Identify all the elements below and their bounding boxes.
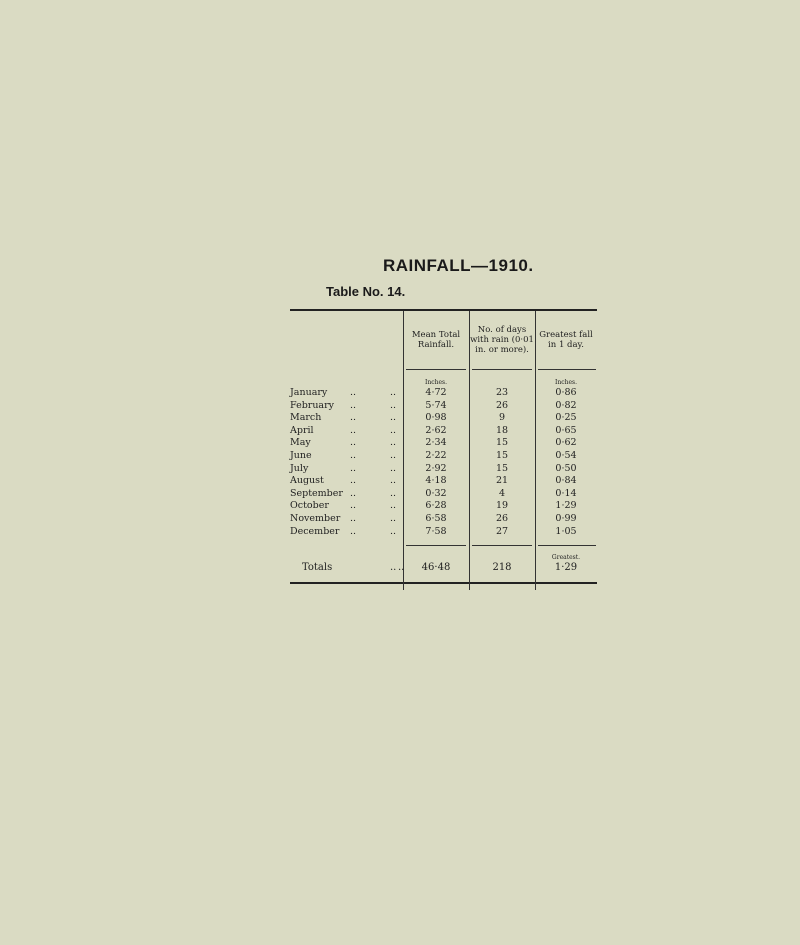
leader-dots: .. <box>390 562 397 574</box>
month-label: April <box>290 424 314 436</box>
month-label: February <box>290 399 335 411</box>
leader-dots: .. <box>350 399 357 411</box>
totals-rule <box>406 545 466 546</box>
leader-dots: .. <box>390 500 397 512</box>
mean-rainfall: 4·72 <box>425 387 447 398</box>
month-label: July <box>290 462 309 474</box>
totals-rule <box>472 545 532 546</box>
days-with-rain: 26 <box>495 512 509 524</box>
table-row <box>290 513 597 526</box>
greatest-fall: 0·99 <box>555 512 577 524</box>
month-label: November <box>290 512 341 524</box>
month-label: June <box>290 449 312 461</box>
leader-dots: .. <box>390 487 397 499</box>
days-with-rain: 15 <box>495 437 509 449</box>
table-row <box>290 400 597 413</box>
unit-mean: Inches. <box>425 379 447 386</box>
units-row <box>290 369 597 387</box>
table-row <box>290 412 597 425</box>
leader-dots: .. <box>390 449 397 461</box>
totals-greatest-note: Greatest. <box>551 554 581 562</box>
totals-rule <box>538 545 596 546</box>
table-row <box>290 475 597 488</box>
totals-separator <box>290 538 597 552</box>
leader-dots: .. <box>350 487 357 499</box>
leader-dots: .. <box>350 387 357 398</box>
leader-dots: .. <box>350 525 357 537</box>
days-with-rain: 26 <box>495 399 509 411</box>
greatest-fall: 0·65 <box>555 424 577 436</box>
leader-dots: .. <box>390 437 397 449</box>
greatest-fall: 0·14 <box>555 487 577 499</box>
header-mean-total: Mean Total Rainfall. <box>411 330 461 350</box>
mean-rainfall: 6·58 <box>425 512 447 524</box>
leader-dots: .. <box>350 424 357 436</box>
greatest-fall: 0·62 <box>555 437 577 449</box>
leader-dots: .. <box>350 412 357 424</box>
table-row <box>290 488 597 501</box>
greatest-fall: 1·05 <box>555 525 577 537</box>
days-with-rain: 15 <box>495 462 509 474</box>
leader-dots: .. <box>350 462 357 474</box>
days-with-rain: 23 <box>495 387 509 398</box>
mean-rainfall: 7·58 <box>425 525 447 537</box>
mean-rainfall: 6·28 <box>425 500 447 512</box>
leader-dots: .. <box>390 462 397 474</box>
greatest-fall: 0·86 <box>555 387 577 398</box>
leader-dots: .. <box>350 449 357 461</box>
month-label: August <box>290 475 324 487</box>
leader-dots: .. <box>390 424 397 436</box>
leader-dots: .. <box>390 399 397 411</box>
table-row <box>290 425 597 438</box>
totals-label: Totals <box>302 562 333 574</box>
greatest-fall: 0·54 <box>555 449 577 461</box>
table-row <box>290 500 597 513</box>
leader-dots: .. <box>390 412 397 424</box>
mean-rainfall: 2·22 <box>425 449 447 461</box>
greatest-fall: 0·25 <box>555 412 577 424</box>
totals-mean: 46·48 <box>421 562 451 574</box>
month-label: October <box>290 500 329 512</box>
table-body <box>290 387 597 538</box>
bottom-rule <box>290 582 597 584</box>
header-days-with-rain: No. of days with rain (0·01 in. or more). <box>470 325 534 355</box>
mean-rainfall: 2·62 <box>425 424 447 436</box>
leader-dots: .. <box>398 562 405 574</box>
days-with-rain: 4 <box>498 487 506 499</box>
leader-dots: .. <box>350 500 357 512</box>
leader-dots: .. <box>390 387 397 398</box>
month-label: May <box>290 437 311 449</box>
mean-rainfall: 4·18 <box>425 475 447 487</box>
days-with-rain: 18 <box>495 424 509 436</box>
table-row <box>290 437 597 450</box>
days-with-rain: 19 <box>495 500 509 512</box>
table-header <box>290 311 597 369</box>
header-greatest-fall: Greatest fall in 1 day. <box>539 330 593 350</box>
days-with-rain: 15 <box>495 449 509 461</box>
mean-rainfall: 2·92 <box>425 462 447 474</box>
month-label: March <box>290 412 322 424</box>
month-label: September <box>290 487 343 499</box>
totals-days: 218 <box>492 562 512 574</box>
rainfall-table <box>290 309 597 584</box>
greatest-fall: 0·82 <box>555 399 577 411</box>
leader-dots: .. <box>390 525 397 537</box>
leader-dots: .. <box>350 437 357 449</box>
mean-rainfall: 5·74 <box>425 399 447 411</box>
table-row <box>290 450 597 463</box>
totals-row <box>290 552 597 574</box>
days-with-rain: 9 <box>498 412 506 424</box>
greatest-fall: 0·50 <box>555 462 577 474</box>
mean-rainfall: 2·34 <box>425 437 447 449</box>
greatest-fall: 1·29 <box>555 500 577 512</box>
table-row <box>290 387 597 400</box>
leader-dots: .. <box>390 512 397 524</box>
leader-dots: .. <box>350 512 357 524</box>
mean-rainfall: 0·32 <box>425 487 447 499</box>
table-row <box>290 526 597 539</box>
page-title: RAINFALL—1910. <box>383 256 534 275</box>
table-row <box>290 463 597 476</box>
days-with-rain: 21 <box>495 475 509 487</box>
mean-rainfall: 0·98 <box>425 412 447 424</box>
month-label: January <box>290 387 328 398</box>
leader-dots: .. <box>390 475 397 487</box>
unit-greatest: Inches. <box>555 379 577 386</box>
month-label: December <box>290 525 340 537</box>
greatest-fall: 0·84 <box>555 475 577 487</box>
days-with-rain: 27 <box>495 525 509 537</box>
table-number: Table No. 14. <box>326 284 406 299</box>
totals-greatest: 1·29 <box>554 562 578 574</box>
leader-dots: .. <box>350 475 357 487</box>
